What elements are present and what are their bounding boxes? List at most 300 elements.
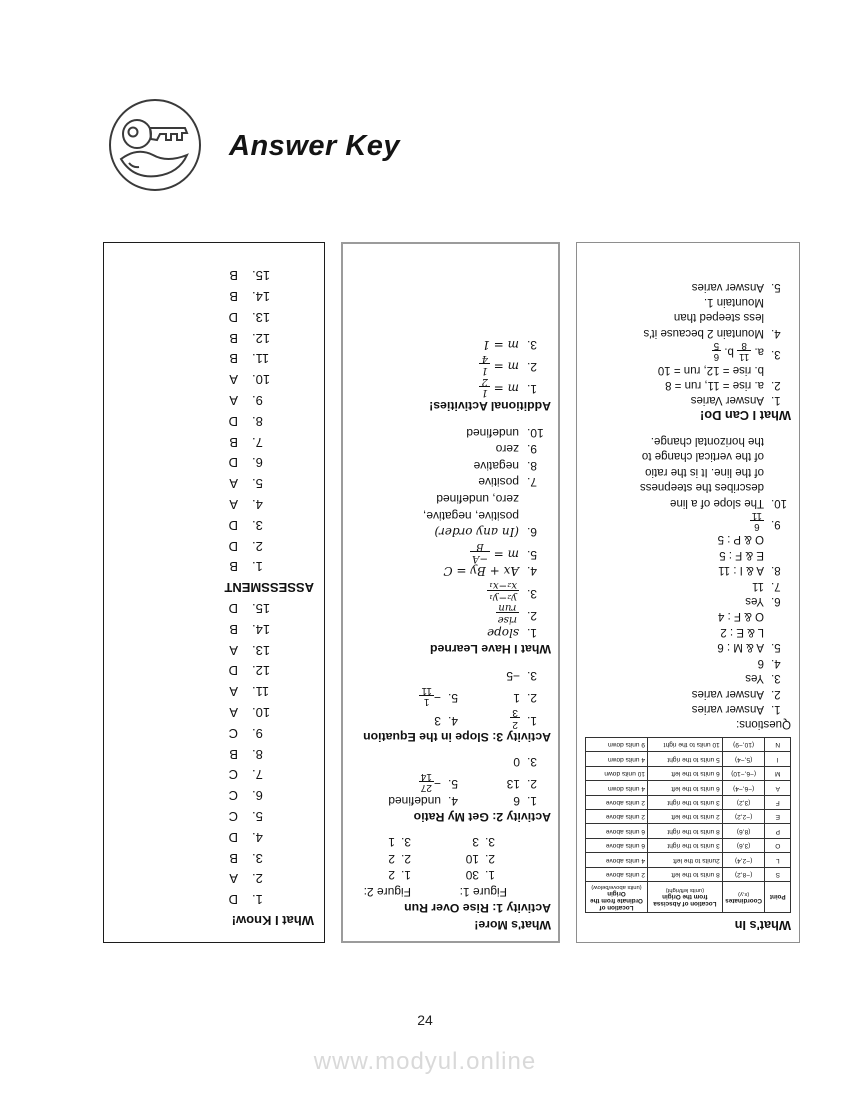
- item-value: [658, 361, 764, 392]
- whats-in-box: [576, 242, 800, 943]
- item-line: Answer varies: [691, 280, 764, 293]
- answer-letter: B: [229, 559, 238, 575]
- item-value: [692, 701, 764, 716]
- answer-number: 1.: [252, 559, 263, 575]
- table-cell: L: [765, 853, 791, 867]
- list-item: [350, 507, 551, 524]
- item-number: 7.: [771, 579, 781, 592]
- item-number: 2.: [771, 379, 781, 392]
- item-value: [692, 685, 764, 700]
- answer-row: [114, 888, 314, 909]
- item-value: negative: [473, 458, 519, 473]
- item-value: [487, 579, 519, 601]
- item-line: A & M : 6: [717, 641, 764, 654]
- answer-number: 10.: [252, 372, 271, 388]
- answer-row: [114, 472, 314, 493]
- column-header: [586, 882, 648, 913]
- item-value: [464, 706, 520, 728]
- table-cell: 3 units to the right: [648, 795, 723, 809]
- item-line: The slope of a line: [670, 496, 764, 509]
- activity3-answers: [350, 667, 551, 728]
- answer-letter: C: [228, 809, 238, 825]
- fraction-denominator: 5: [713, 340, 720, 352]
- item-number: 3.: [485, 835, 496, 850]
- answer-number: 14.: [252, 621, 271, 637]
- item-value: [712, 340, 764, 362]
- item-value: 1: [388, 835, 395, 850]
- rotated-content-left: [104, 243, 324, 942]
- item-number: 7.: [527, 475, 538, 490]
- item-number: 4.: [448, 793, 459, 808]
- column-header-subtitle: (units left/right): [665, 887, 705, 894]
- item-number: 4.: [771, 326, 781, 339]
- answer-row: [114, 431, 314, 452]
- activity-answer-row: [350, 706, 551, 728]
- column-header-title: Location of Ordinate from the Origin: [590, 890, 643, 911]
- answer-number: 12.: [252, 330, 271, 346]
- answer-row: [114, 784, 314, 805]
- fraction-denominator: 11: [751, 509, 762, 521]
- what-i-have-learned-heading: What I Have Learned: [430, 642, 551, 657]
- table-cell: 2 units to the left: [648, 809, 723, 823]
- list-item: [585, 593, 791, 608]
- item-number: 4.: [448, 713, 459, 728]
- list-item: [585, 294, 791, 340]
- item-number: 9.: [771, 518, 781, 531]
- answer-number: 6.: [252, 788, 263, 804]
- fraction: [737, 340, 751, 362]
- page-title: Answer Key: [229, 130, 401, 162]
- answer-number: 5.: [252, 809, 263, 825]
- item-value: [745, 593, 764, 608]
- additional-activities-answers: [350, 336, 551, 397]
- what-i-can-do-heading: What I Can Do!: [700, 408, 791, 424]
- table-row: [586, 795, 791, 809]
- item-value: zero: [495, 442, 519, 457]
- list-item: [585, 361, 791, 392]
- item-value: [745, 670, 764, 685]
- list-item: [350, 474, 551, 491]
- answer-row: [114, 701, 314, 722]
- fraction-numerator: rise: [497, 614, 517, 626]
- item-line: a. 11 8 b. 6 5: [713, 340, 764, 363]
- answer-number: 13.: [252, 309, 271, 325]
- answer-number: 5.: [252, 476, 263, 492]
- answer-number: 15.: [252, 601, 271, 617]
- list-item: [585, 392, 791, 407]
- table-cell: 5 units to the right: [648, 752, 723, 766]
- fraction: [419, 770, 434, 792]
- table-cell: 4 units down: [586, 781, 648, 795]
- answer-row: [114, 306, 314, 327]
- answer-number: 4.: [252, 829, 263, 845]
- item-value: − 1 11: [421, 684, 441, 708]
- answer-number: 3.: [252, 517, 263, 533]
- answer-letter: D: [228, 601, 238, 617]
- answer-letter: A: [229, 684, 238, 700]
- item-number: 1.: [771, 394, 781, 407]
- item-number: 10.: [527, 425, 544, 440]
- item-line: of the line. It is the ratio: [645, 465, 764, 478]
- answer-number: 8.: [252, 746, 263, 762]
- questions-answers: [585, 433, 791, 716]
- activity-answer-row: [350, 684, 551, 706]
- item-value: 2: [388, 851, 395, 866]
- item-value: undefined: [466, 425, 519, 440]
- item-number: 4.: [527, 564, 538, 579]
- item-line: of the vertical change to: [641, 450, 764, 463]
- answer-row: [114, 826, 314, 847]
- questions-heading: Questions:: [736, 717, 791, 730]
- answer-number: 15.: [252, 268, 271, 284]
- fraction-denominator: B: [476, 540, 484, 552]
- figure1-label: Figure 1:: [459, 884, 507, 899]
- list-item: [585, 608, 791, 654]
- fraction-denominator: 2: [481, 375, 488, 387]
- fraction-numerator: −A: [472, 552, 488, 564]
- activity-answer-row: [350, 667, 551, 684]
- item-number: 1.: [527, 793, 538, 808]
- column-header-title: Coordinates: [725, 897, 763, 904]
- table-cell: 10 units down: [586, 766, 648, 780]
- item-number: 5.: [771, 280, 781, 293]
- item-number: 2.: [527, 777, 538, 792]
- figure-labels: [350, 883, 551, 900]
- fraction: [479, 353, 489, 375]
- item-number: 3.: [527, 668, 538, 683]
- activity-answer-row: [350, 833, 551, 850]
- figure2-label: Figure 2:: [363, 884, 411, 899]
- fraction-numerator: 2: [512, 718, 518, 730]
- fraction-numerator: 1: [419, 695, 434, 707]
- item-line: Answer varies: [691, 687, 764, 700]
- answer-letter: D: [228, 829, 238, 845]
- fraction: [487, 579, 519, 601]
- answer-letter: A: [229, 497, 238, 513]
- coordinates-table: [585, 737, 791, 913]
- item-number: 1.: [527, 713, 538, 728]
- item-number: 2.: [527, 360, 538, 375]
- list-item: [585, 577, 791, 592]
- fraction-denominator: 3: [512, 706, 518, 718]
- table-cell: 8 units to the right: [648, 824, 723, 838]
- list-item: [350, 524, 551, 541]
- fraction-denominator: 8: [741, 340, 747, 352]
- table-cell: 2units to the left: [648, 853, 723, 867]
- activity2-answers: [350, 753, 551, 809]
- item-number: 2.: [401, 851, 412, 866]
- answer-row: [114, 764, 314, 785]
- item-line: L & E : 2: [720, 625, 764, 638]
- item-number: 5.: [448, 777, 459, 792]
- fraction: [419, 684, 434, 706]
- list-item: [350, 424, 551, 441]
- list-item: [350, 353, 551, 375]
- item-number: 10.: [771, 496, 787, 509]
- fraction-numerator: 1: [481, 365, 488, 377]
- assessment-heading: ASSESSMENT: [224, 580, 314, 596]
- table-cell: 4 units down: [586, 752, 648, 766]
- table-cell: 8 units to the left: [648, 867, 723, 881]
- table-cell: (−2,2): [722, 809, 765, 823]
- answer-letter: D: [228, 309, 238, 325]
- fraction-denominator: 4: [481, 353, 488, 365]
- item-value: 30: [465, 868, 479, 883]
- table-row: [586, 824, 791, 838]
- answer-letter: D: [228, 538, 238, 554]
- fraction: [712, 340, 721, 362]
- item-line: Mountain 2 because it's: [643, 326, 764, 339]
- answer-row: [114, 680, 314, 701]
- list-item: [350, 624, 551, 641]
- item-number: 5.: [448, 691, 459, 706]
- answer-letter: D: [228, 663, 238, 679]
- answer-letter: B: [229, 351, 238, 367]
- table-cell: (8,6): [722, 824, 765, 838]
- list-item: [350, 579, 551, 601]
- table-row: [586, 838, 791, 852]
- whats-more-box: [341, 242, 560, 943]
- answer-number: 2.: [252, 871, 263, 887]
- item-line: Mountain 1.: [703, 295, 764, 308]
- item-value: undefined: [388, 793, 441, 808]
- answer-row: [114, 597, 314, 618]
- item-value: slope: [486, 625, 519, 640]
- list-item: [585, 654, 791, 669]
- item-value: [691, 392, 764, 407]
- list-item: [350, 457, 551, 474]
- table-cell: (−6,−10): [722, 766, 765, 780]
- answer-number: 7.: [252, 434, 263, 450]
- answer-letter: D: [228, 892, 238, 908]
- item-value: positive, negative,: [422, 508, 519, 523]
- answer-row: [114, 493, 314, 514]
- answer-number: 4.: [252, 497, 263, 513]
- answer-row: [114, 660, 314, 681]
- item-value: [640, 433, 764, 510]
- column-header-subtitle: (x,y): [738, 891, 750, 897]
- table-row: [586, 752, 791, 766]
- item-value: (In any order): [434, 525, 519, 540]
- table-row: [586, 853, 791, 867]
- table-row: [586, 809, 791, 823]
- answer-letter: B: [229, 434, 238, 450]
- item-line: b. rise = 12, run = 10: [657, 363, 764, 376]
- list-item: [585, 340, 791, 362]
- answer-letter: A: [229, 705, 238, 721]
- item-line: Answer Varies: [690, 394, 764, 407]
- answer-letter: B: [229, 621, 238, 637]
- item-number: 9.: [527, 442, 538, 457]
- fraction: [496, 602, 519, 624]
- answer-number: 12.: [252, 663, 271, 679]
- list-item: [350, 490, 551, 507]
- item-number: 2.: [485, 851, 496, 866]
- item-value: zero, undefined: [436, 492, 519, 507]
- answer-row: [114, 389, 314, 410]
- answer-row: [114, 348, 314, 369]
- answer-row: [114, 327, 314, 348]
- fraction: [510, 706, 520, 728]
- table-cell: 9 units down: [586, 737, 648, 751]
- answer-letter: B: [229, 330, 238, 346]
- item-line: less steeped than: [673, 311, 764, 324]
- answer-row: [114, 743, 314, 764]
- answer-letter: C: [228, 725, 238, 741]
- table-cell: F: [765, 795, 791, 809]
- item-line: 6: [757, 656, 764, 669]
- item-number: [448, 667, 464, 684]
- table-cell: (−8,2): [722, 867, 765, 881]
- table-cell: (3,6): [722, 838, 765, 852]
- list-item: [350, 540, 551, 562]
- answer-letter: B: [229, 850, 238, 866]
- item-line: E & F : 5: [719, 548, 764, 561]
- table-cell: (10,−9): [722, 737, 765, 751]
- assessment-answer-list: [114, 265, 314, 577]
- item-value: positive: [478, 475, 519, 490]
- answer-letter: A: [229, 642, 238, 658]
- table-cell: 2 units above: [586, 867, 648, 881]
- table-cell: 2 units above: [586, 809, 648, 823]
- activity-answer-row: [350, 850, 551, 867]
- table-row: [586, 737, 791, 751]
- item-number: 3.: [527, 586, 538, 601]
- item-line: Answer varies: [691, 702, 764, 715]
- item-number: 5.: [771, 641, 781, 654]
- fraction: [750, 510, 764, 532]
- answer-row: [114, 639, 314, 660]
- whats-in-heading: What's In: [734, 918, 791, 933]
- fraction-numerator: 6: [750, 520, 764, 531]
- item-line: Yes: [745, 672, 764, 685]
- answer-number: 8.: [252, 413, 263, 429]
- table-cell: E: [765, 809, 791, 823]
- table-row: [586, 867, 791, 881]
- table-cell: 3 units to the right: [648, 838, 723, 852]
- answer-letter: B: [229, 289, 238, 305]
- answer-letter: A: [229, 372, 238, 388]
- table-cell: 2 units above: [586, 795, 648, 809]
- fraction-numerator: 27: [420, 782, 432, 794]
- activity-answer-row: [350, 792, 551, 809]
- answer-row: [114, 556, 314, 577]
- item-value: m = 1 2: [481, 375, 519, 399]
- activity1-title: Activity 1: Rise Over Run: [404, 901, 551, 916]
- answer-letter: C: [228, 767, 238, 783]
- table-cell: (5,−4): [722, 752, 765, 766]
- list-item: [585, 701, 791, 716]
- item-line: O & P : 5: [717, 533, 764, 546]
- item-value: 6: [513, 793, 520, 808]
- table-cell: 6 units to the left: [648, 766, 723, 780]
- answer-row: [114, 265, 314, 286]
- item-number: [448, 753, 464, 770]
- answer-letter: A: [229, 393, 238, 409]
- item-value: m = 1 4: [481, 353, 519, 377]
- item-value: [717, 608, 764, 654]
- answer-letter: C: [228, 788, 238, 804]
- what-i-know-heading: What I Know!: [231, 913, 314, 928]
- item-line: O & F : 4: [717, 610, 764, 623]
- watermark: www.modyul.online: [313, 1048, 537, 1075]
- item-line: 11: [752, 579, 764, 592]
- item-value: [752, 577, 764, 592]
- rotated-content-right: [577, 243, 799, 942]
- fraction-denominator: x₂−x₁: [488, 579, 517, 591]
- table-cell: (−6,−4): [722, 781, 765, 795]
- answer-number: 13.: [252, 642, 271, 658]
- table-cell: 6 units above: [586, 838, 648, 852]
- table-cell: N: [765, 737, 791, 751]
- additional-activities-heading: Additional Activities!: [429, 399, 551, 414]
- column-header-title: Point: [769, 893, 786, 901]
- list-item: [585, 510, 791, 532]
- answer-number: 9.: [252, 393, 263, 409]
- activity-answer-row: [350, 770, 551, 792]
- item-number: 5.: [527, 547, 538, 562]
- activity3-title: Activity 3: Slope in the Equation: [363, 730, 551, 745]
- list-item: [585, 531, 791, 577]
- activity-answer-row: [350, 867, 551, 884]
- item-value: −5: [506, 668, 520, 683]
- table-cell: P: [765, 824, 791, 838]
- item-number: [527, 490, 551, 507]
- item-number: 3.: [771, 348, 781, 361]
- item-number: 2.: [527, 609, 538, 624]
- answer-letter: A: [229, 871, 238, 887]
- item-number: 1.: [527, 625, 538, 640]
- item-value: [758, 654, 764, 669]
- list-item: [350, 602, 551, 624]
- answer-row: [114, 410, 314, 431]
- answer-number: 6.: [252, 455, 263, 471]
- answer-row: [114, 618, 314, 639]
- answer-number: 1.: [252, 892, 263, 908]
- answer-letter: D: [228, 413, 238, 429]
- item-value: 0: [513, 754, 520, 769]
- whats-more-heading: What's More!: [474, 918, 551, 932]
- table-cell: I: [765, 752, 791, 766]
- what-i-know-answer-list: [114, 597, 314, 909]
- table-cell: O: [765, 838, 791, 852]
- answer-number: 11.: [252, 351, 270, 367]
- table-header-row: [586, 882, 791, 913]
- item-value: [718, 531, 764, 577]
- fraction-denominator: 14: [420, 770, 432, 782]
- item-number: 3.: [527, 337, 538, 352]
- table-cell: M: [765, 766, 791, 780]
- fraction-denominator: run: [498, 602, 517, 614]
- table-row: [586, 781, 791, 795]
- list-item: [585, 433, 791, 510]
- item-value: 3: [434, 713, 441, 728]
- table-row: [586, 766, 791, 780]
- item-number: 3.: [401, 835, 412, 850]
- item-number: 8.: [771, 564, 781, 577]
- fraction-numerator: 1: [481, 387, 488, 399]
- item-line: A & I : 11: [718, 564, 764, 577]
- table-cell: S: [765, 867, 791, 881]
- item-line: [750, 510, 764, 532]
- item-number: 3.: [527, 754, 538, 769]
- item-number: 1.: [771, 702, 781, 715]
- page-number: 24: [417, 1012, 433, 1028]
- item-value: 2: [388, 868, 395, 883]
- answer-number: 9.: [252, 725, 263, 741]
- answer-row: [114, 452, 314, 473]
- list-item: [585, 685, 791, 700]
